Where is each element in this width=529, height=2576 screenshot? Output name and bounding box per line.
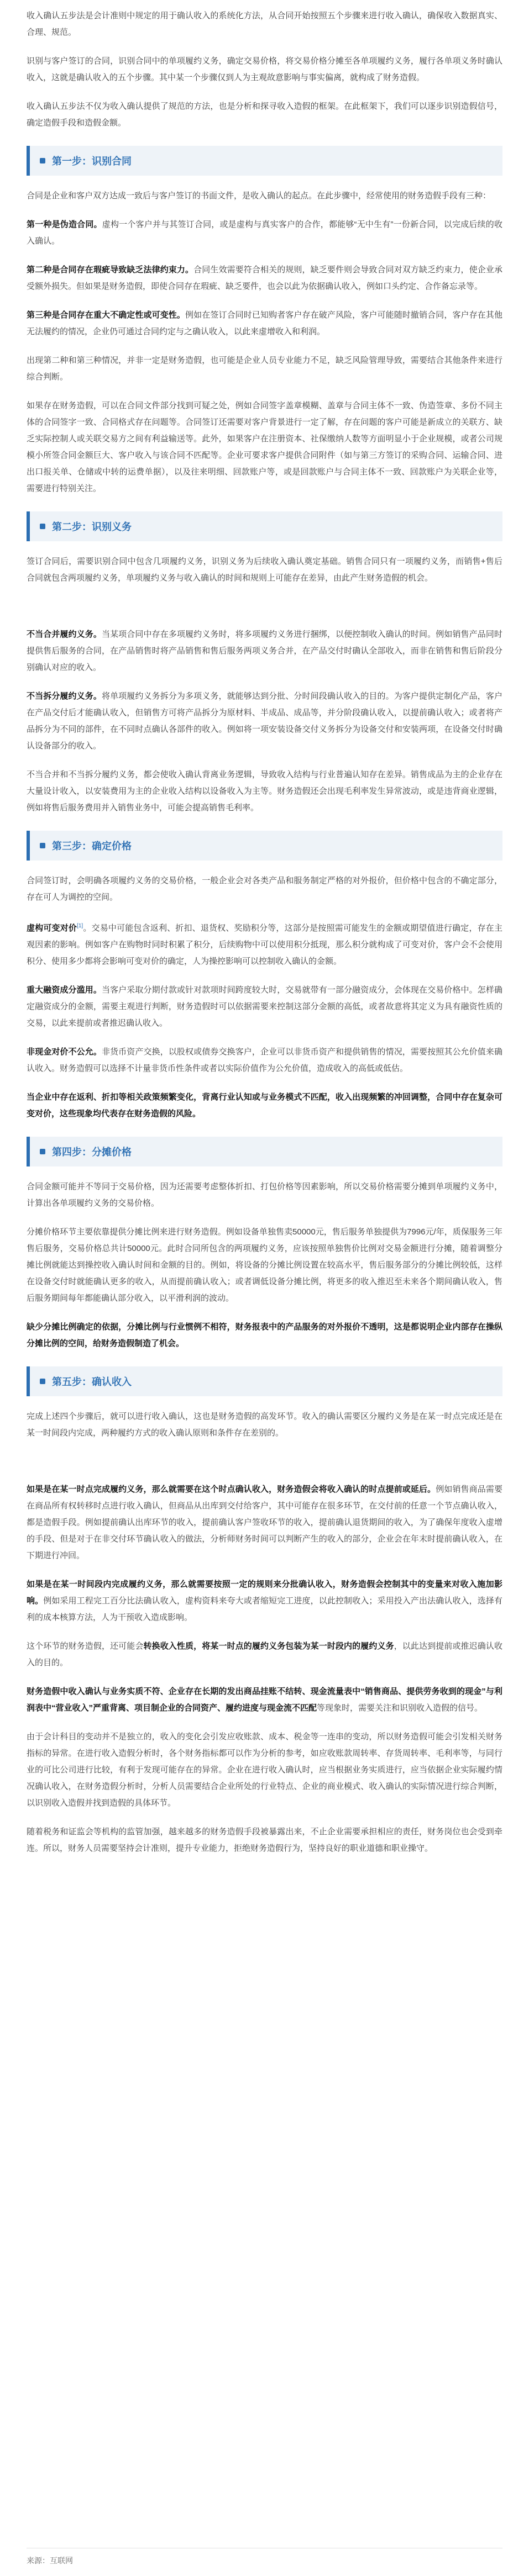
intro-paragraph-1: 收入确认五步法是会计准则中规定的用于确认收入的系统化方法，从合同开始按照五个步骤来进行收入确认，确保收入数据真实、合理、规范。 xyxy=(27,11,502,37)
step3-paragraph-5: 当企业中存在返利、折扣等相关政策频繁变化，背离行业认知或与业务模式不匹配，收入出现频繁的冲回调整，合同中存在复杂可变对价，这些现象均代表存在财务造假的风险。 xyxy=(27,1092,502,1118)
source-label: 来源： xyxy=(27,2556,50,2565)
section-title: 第五步：确认收入 xyxy=(52,1376,132,1387)
step3-paragraph-3: 重大融资成分滥用。当客户采取分期付款或针对款项时间跨度较大时，交易就带有一部分融资成分，会体现在交易价格中。怎样确定融资成分的金额，需要主观进行判断，财务造假时可以依据需要来控制这部分金额的高低，或者故意将其定义为具有融资性质的交易，以此来提前或者推迟确认收入。 xyxy=(27,985,502,1028)
step2-paragraph-4: 不当合并和不当拆分履约义务，都会使收入确认背离业务逻辑，导致收入结构与行业普遍认知存在差异。销售成品为主的企业存在大量设计收入，以安装费用为主的企业收入结构以设备收入为主等。财务造假还会出现毛利率发生异常波动，或是违背商业逻辑，例如将售后服务费用并入销售业务中，可能会提高销售毛利率。 xyxy=(27,770,502,812)
step5-paragraph-4: 这个环节的财务造假，还可能会转换收入性质，将某一时点的履约义务包装为某一时段内的履约义务，以此达到提前或推迟确认收入的目的。 xyxy=(27,1641,502,1667)
section-title: 第四步：分摊价格 xyxy=(52,1147,132,1158)
step2-paragraph-1: 签订合同后，需要识别合同中包含几项履约义务，识别义务为后续收入确认奠定基础。销售合同只有一项履约义务，而销售+售后合同就包含两项履约义务，单项履约义务与收入确认的时间和规则上可能存在差异，由此产生财务造假的机会。 xyxy=(27,557,502,583)
step4-paragraph-1: 合同金额可能并不等同于交易价格，因为还需要考虑整体折扣、打包价格等因素影响，所以交易价格需要分摊到单项履约义务中，计算出各单项履约义务的交易价格。 xyxy=(27,1182,502,1208)
section-marker-icon xyxy=(40,524,45,529)
source-name: 互联网 xyxy=(50,2556,73,2565)
intro-paragraph-3: 收入确认五步法不仅为收入确认提供了规范的方法，也是分析和探寻收入造假的框架。在此框架下，我们可以逐步识别造假信号，确定造假手段和造假金额。 xyxy=(27,102,502,128)
section-marker-icon xyxy=(40,1379,45,1384)
step3-paragraph-4: 非现金对价不公允。非货币资产交换，以股权或债券交换客户，企业可以非货币资产和提供销售的情况，需要按照其公允价值来确认收入。财务造假可以选择不计量非货币性条件或者以实际价值作为公允价值，造成收入的高低或低估。 xyxy=(27,1047,502,1073)
step3-paragraph-1: 合同签订时，会明确各项履约义务的交易价格，一般企业会对各类产品和服务制定严格的对外报价，但价格中包含的不确定部分，存在可人为调控的空间。 xyxy=(27,876,502,902)
section-heading-step5 xyxy=(27,1366,502,1396)
section-marker-icon xyxy=(40,843,45,848)
step1-paragraph-5: 出现第二种和第三种情况，并非一定是财务造假，也可能是企业人员专业能力不足，缺乏风险管理导致，需要结合其他条件来进行综合判断。 xyxy=(27,356,502,382)
step2-paragraph-2: 不当合并履约义务。当某项合同中存在多项履约义务时，将多项履约义务进行捆绑，以便控制收入确认的时间。例如销售产品同时提供售后服务的合同，在产品销售时将产品销售和售后服务两项义务合并，在产品交付时确认全部收入，而非在销售和售后阶段分别确认对应的收入。 xyxy=(27,630,502,672)
section-title: 第三步：确定价格 xyxy=(52,841,132,852)
step1-paragraph-2: 第一种是伪造合同。虚构一个客户并与其签订合同，或是虚构与真实客户的合作，都能够“无中生有”一份新合同，以完成后续的收入确认。 xyxy=(27,220,502,246)
section-heading-step1 xyxy=(27,146,502,176)
step3-paragraph-2: 虚构可变对价[1]。交易中可能包含返利、折扣、退货权、奖励积分等，这部分是按照需可能发生的金额或期望值进行确定，存在主观因素的影响。例如客户在购物时同时积累了积分，后续购物中可以使用积分抵现，那么积分就构成了可变对价，客户会不会使用积分、使用多少都将会影响可变对价的确定，人为操控影响可以控制收入确认的金额。 xyxy=(27,923,502,966)
footnote-ref: [1] xyxy=(77,923,83,929)
step5-paragraph-1: 完成上述四个步骤后，就可以进行收入确认，这也是财务造假的高发环节。收入的确认需要区分履约义务是在某一时点完成还是在某一时间段内完成，两种履约方式的收入确认原则和条件存在差别的。 xyxy=(27,1412,502,1438)
step1-paragraph-6: 如果存在财务造假，可以在合同文件部分找到可疑之处，例如合同签字盖章模糊、盖章与合同主体不一致、伪造签章、多份不同主体的合同签字一致、合同格式存在问题等。合同签订还需要对客户背景进行一定了解，存在问题的客户可能是新成立的关联方、缺乏实际控制人或关联交易方之间有利益输送等。此外，如果客户在注册资本、社保缴纳人数等方面明显小于企业规模，或者公司规模小所签合同金额巨大、客户收入与该合同不匹配等。企业可要求客户提供合同附件（如与第三方签订的采购合同、运输合同、进出口报关单、仓储或中转的运费单据），以及往来明细、回款账户等，或是回款账户与合同主体不一致、回款账户为关联企业等，需要进行特别关注。 xyxy=(27,401,502,493)
section-marker-icon xyxy=(40,158,45,163)
step1-paragraph-1: 合同是企业和客户双方达成一致后与客户签订的书面文件，是收入确认的起点。在此步骤中，经常使用的财务造假手段有三种： xyxy=(27,191,491,200)
step5-paragraph-3: 如果是在某一时间段内完成履约义务，那么就需要按照一定的规则来分批确认收入，财务造假会控制其中的变量来对收入施加影响。例如采用工程完工百分比法确认收入，虚构资料来夸大或者缩短完工进度，以此控制收入；采用投入产出法确认收入，选择有利的成本核算方法，人为干预收入造成影响。 xyxy=(27,1580,502,1622)
section-heading-step3 xyxy=(27,831,502,861)
closing-paragraph-2: 随着税务和证监会等机构的监管加强，越来越多的财务造假手段被暴露出来，不止企业需要承担相应的责任，财务岗位也会受到牵连。所以，财务人员需要坚持会计准则，提升专业能力，拒绝财务造假行为，坚持良好的职业道德和职业操守。 xyxy=(27,1827,502,1853)
section-heading-step4 xyxy=(27,1137,502,1166)
section-marker-icon xyxy=(40,1149,45,1154)
step4-paragraph-2: 分摊价格环节主要依靠提供分摊比例来进行财务造假。例如设备单独售卖50000元，售后服务单独提供为7996元/年，质保服务三年售后服务，交易价格总共计50000元。此时合同所包含的两项履约义务，应该按照单独售价比例对交易金额进行分摊，随着调整分摊比例就能达到操控收入确认时间和金额的目的。例如，将设备的分摊比例设置在较高水平，售后服务部分的分摊比例较低，这样在设备交付时就能确认更多的收入，从而提前确认收入；或者调低设备分摊比例，将更多的收入推迟至未来各个期间确认收入，售后服务期间每年都能确认部分收入，以平滑利润的波动。 xyxy=(27,1227,502,1303)
step1-paragraph-4: 第三种是合同存在重大不确定性或可变性。例如在签订合同时已知购者客户存在破产风险，客户可能随时撤销合同，客户存在其他无法履约的情况，企业仍可通过合同约定与之确认收入，以此来虚增收入和利润。 xyxy=(27,310,502,336)
closing-paragraph-1: 由于会计科目的变动并不是独立的，收入的变化会引发应收账款、成本、税金等一连串的变动，所以财务造假可能会引发相关财务指标的异常。在进行收入造假分析时，各个财务指标都可以作为分析的参考，如应收账款周转率、存货周转率、毛利率等，与同行业的可比公司进行比较，有利于发现可能存在的异常。企业在进行收入确认时，应当根据业务实质进行，应当依据企业实际履约情况确认收入，在财务造假分析时，分析人员需要结合企业所处的行业特点、企业的商业模式、收入确认的实际情况进行综合判断，以识别收入造假并找到造假的具体环节。 xyxy=(27,1732,502,1808)
section-title: 第一步：识别合同 xyxy=(52,156,132,167)
section-title: 第二步：识别义务 xyxy=(52,521,132,532)
intro-paragraph-2: 识别与客户签订的合同，识别合同中的单项履约义务，确定交易价格，将交易价格分摊至各单项履约义务，履行各单项义务时确认收入，这就是确认收入的五个步骤。其中某一个步骤仅到人为主观故意影响与事实偏离，就构成了财务造假。 xyxy=(27,56,502,82)
step5-paragraph-2: 如果是在某一时点完成履约义务，那么就需要在这个时点确认收入，财务造假会将收入确认的时点提前或延后。例如销售商品需要在商品所有权转移时点进行收入确认，但商品从出库到交付给客户，其中可能存在很多环节，在交付前的任意一个节点确认收入，都是造假手段。例如提前确认出库环节的收入，提前确认客户签收环节的收入，提前确认退货期间的收入，为了确保年度收入虚增的手段、但是对于在非交付环节确认收入的做法，分析师财务时间可以判断产生的收入的部分，企业会在年末时提前确认收入，在下期进行冲回。 xyxy=(27,1485,502,1560)
step5-paragraph-5: 财务造假中收入确认与业务实质不符、企业存在长期的发出商品挂账不结转、现金流量表中“销售商品、提供劳务收到的现金”与利润表中“营业收入”严重背离、项目制企业的合同资产、履约进度与现金流不匹配等现象时，需要关注和识别收入造假的信号。 xyxy=(27,1687,502,1713)
source-footer xyxy=(27,2548,502,2566)
step4-paragraph-3: 缺少分摊比例确定的依据，分摊比例与行业惯例不相符，财务报表中的产品服务的对外报价不透明，这是都说明企业内部存在操纵分摊比例的空间，给财务造假制造了机会。 xyxy=(27,1322,502,1348)
step2-paragraph-3: 不当拆分履约义务。将单项履约义务拆分为多项义务，就能够达到分批、分时间段确认收入的目的。为客户提供定制化产品，客户在产品交付后才能确认收入，但销售方可将产品拆分为原材料、半成品、成品等，并分阶段确认收入，以提前确认收入；或者将产品拆分为不同的部件，在不同时点确认各部件的收入。例如将一项安装设备交付义务拆分为设备交付和安装两项，在设备交付时确认设备部分的收入。 xyxy=(27,691,502,751)
step1-paragraph-3: 第二种是合同存在瑕疵导致缺乏法律约束力。合同生效需要符合相关的规则，缺乏要件则会导致合同对双方缺乏约束力，使企业承受额外损失。但如果是财务造假，即使合同存在瑕疵、缺乏要件，也会以此为依据确认收入，例如口头约定、合作备忘录等。 xyxy=(27,265,502,291)
section-heading-step2 xyxy=(27,511,502,541)
